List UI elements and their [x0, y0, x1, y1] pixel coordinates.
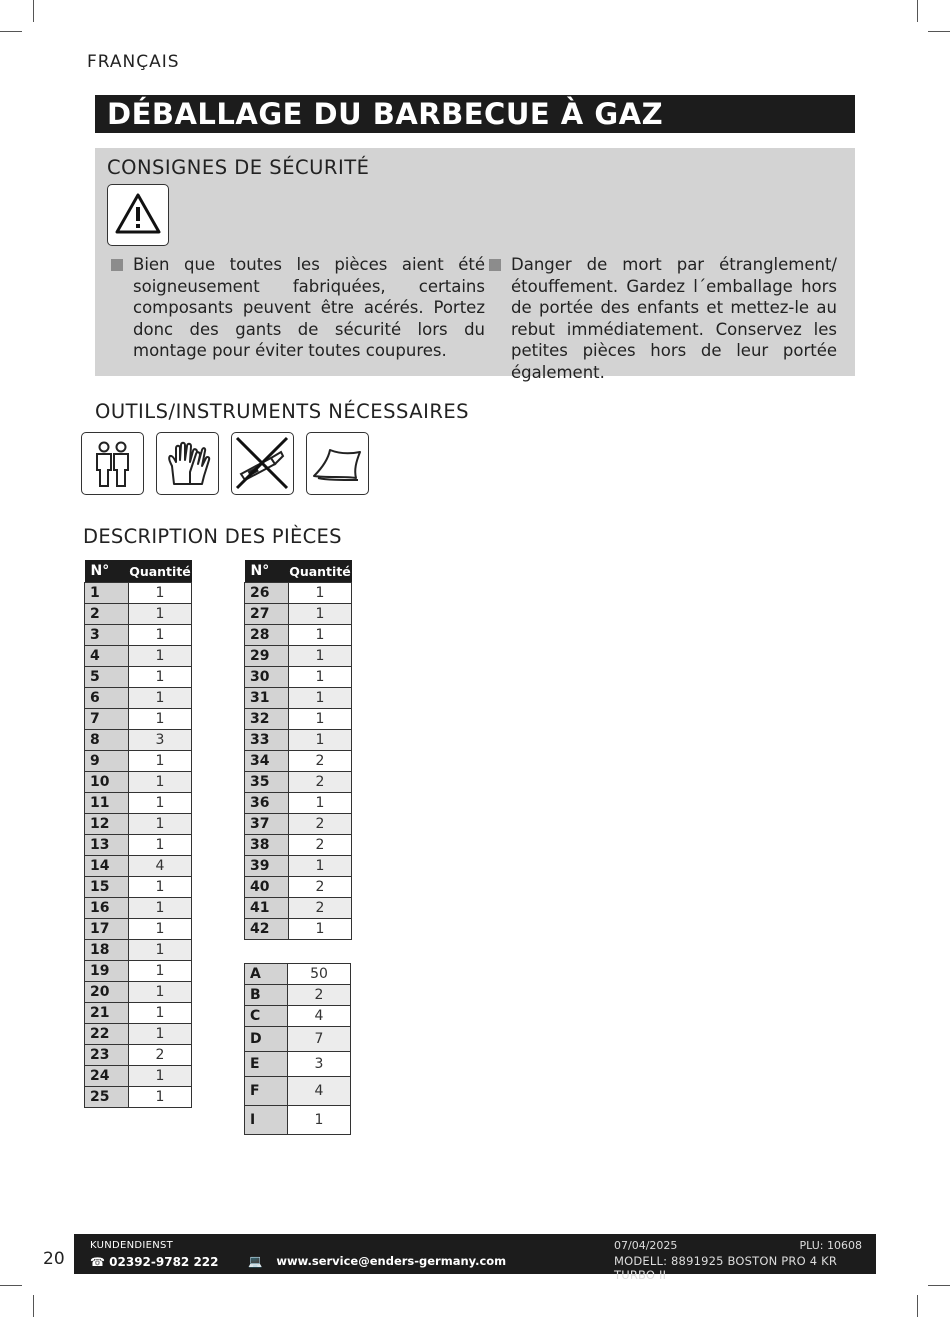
table-row — [85, 835, 192, 856]
table-row — [245, 814, 352, 835]
table-row — [85, 1024, 192, 1045]
table-row — [85, 898, 192, 919]
table-row — [245, 856, 352, 877]
part-number: D — [245, 1027, 288, 1052]
table-row — [245, 583, 352, 604]
crop-mark — [917, 0, 918, 22]
part-number: 5 — [85, 667, 129, 688]
part-number: 20 — [85, 982, 129, 1003]
plu-code: PLU: 10608 — [799, 1239, 862, 1252]
part-number: 36 — [245, 793, 289, 814]
part-number: 19 — [85, 961, 129, 982]
part-number: 11 — [85, 793, 129, 814]
part-number: 27 — [245, 604, 289, 625]
column-header-number: N° — [245, 560, 289, 583]
table-row — [245, 730, 352, 751]
table-row — [245, 604, 352, 625]
table-row — [85, 1003, 192, 1024]
language-label: FRANÇAIS — [87, 52, 180, 72]
part-number: 37 — [245, 814, 289, 835]
part-quantity: 1 — [129, 646, 192, 667]
part-quantity: 4 — [288, 1006, 351, 1027]
part-number: 14 — [85, 856, 129, 877]
part-number: 24 — [85, 1066, 129, 1087]
part-quantity: 1 — [129, 814, 192, 835]
part-number: 34 — [245, 751, 289, 772]
part-quantity: 2 — [289, 751, 352, 772]
part-number: 31 — [245, 688, 289, 709]
safety-bullet-text: Danger de mort par étranglement/ étouffement. Gardez l´emballage hors de portée des enfants et mettez-le au rebut immédiatement. Conservez les petites pièces hors de leur portée également. — [511, 255, 837, 382]
table-row — [245, 1077, 351, 1106]
safety-bullet — [133, 254, 485, 362]
phone-number — [90, 1255, 219, 1269]
column-header-quantity: Quantité — [289, 560, 352, 583]
table-row — [85, 793, 192, 814]
part-number: 38 — [245, 835, 289, 856]
part-quantity: 1 — [129, 688, 192, 709]
part-quantity: 1 — [288, 1106, 351, 1135]
table-row — [245, 667, 352, 688]
part-number: 22 — [85, 1024, 129, 1045]
table-row — [85, 667, 192, 688]
part-quantity: 1 — [129, 919, 192, 940]
phone-icon: ☎ — [90, 1255, 105, 1269]
page-number: 20 — [43, 1249, 65, 1269]
part-quantity: 1 — [129, 835, 192, 856]
part-number: 32 — [245, 709, 289, 730]
part-quantity: 4 — [129, 856, 192, 877]
page-title: DÉBALLAGE DU BARBECUE À GAZ — [107, 97, 664, 131]
part-number: 1 — [85, 583, 129, 604]
part-quantity: 1 — [289, 709, 352, 730]
part-quantity: 1 — [289, 856, 352, 877]
cloth-icon — [306, 432, 369, 495]
part-number: F — [245, 1077, 288, 1106]
table-row — [85, 919, 192, 940]
part-quantity: 2 — [289, 814, 352, 835]
part-number: 12 — [85, 814, 129, 835]
parts-table-1 — [84, 560, 192, 1108]
table-row — [245, 985, 351, 1006]
table-row — [245, 688, 352, 709]
part-quantity: 1 — [289, 646, 352, 667]
safety-title: CONSIGNES DE SÉCURITÉ — [107, 156, 370, 179]
table-row — [245, 1052, 351, 1077]
table-row — [85, 1045, 192, 1066]
part-quantity: 50 — [288, 964, 351, 985]
table-row — [245, 898, 352, 919]
crop-mark — [0, 1285, 22, 1286]
footer-bar — [74, 1234, 876, 1282]
website — [248, 1254, 506, 1268]
part-quantity: 2 — [289, 898, 352, 919]
parts-table-2 — [244, 560, 352, 940]
table-row — [85, 625, 192, 646]
table-row — [85, 646, 192, 667]
part-number: 29 — [245, 646, 289, 667]
part-number: 7 — [85, 709, 129, 730]
two-persons-icon — [81, 432, 144, 495]
part-number: 8 — [85, 730, 129, 751]
bullet-square-icon — [111, 259, 123, 271]
bullet-square-icon — [489, 259, 501, 271]
table-row — [85, 877, 192, 898]
table-row — [85, 856, 192, 877]
table-row — [245, 1027, 351, 1052]
table-row — [85, 961, 192, 982]
part-quantity: 1 — [129, 709, 192, 730]
part-number: 28 — [245, 625, 289, 646]
table-row — [85, 1066, 192, 1087]
part-quantity: 1 — [129, 1003, 192, 1024]
table-row — [245, 1106, 351, 1135]
tools-title: OUTILS/INSTRUMENTS NÉCESSAIRES — [95, 400, 470, 423]
part-number: A — [245, 964, 288, 985]
part-number: 42 — [245, 919, 289, 940]
part-quantity: 3 — [129, 730, 192, 751]
part-quantity: 7 — [288, 1027, 351, 1052]
parts-title: DESCRIPTION DES PIÈCES — [83, 525, 342, 548]
table-row — [245, 919, 352, 940]
table-row — [245, 964, 351, 985]
table-row — [85, 730, 192, 751]
part-number: 23 — [85, 1045, 129, 1066]
part-quantity: 1 — [129, 772, 192, 793]
part-number: I — [245, 1106, 288, 1135]
table-row — [85, 583, 192, 604]
part-number: 25 — [85, 1087, 129, 1108]
part-number: 15 — [85, 877, 129, 898]
table-row — [85, 709, 192, 730]
part-number: E — [245, 1052, 288, 1077]
part-number: 40 — [245, 877, 289, 898]
part-quantity: 2 — [289, 835, 352, 856]
crop-mark — [917, 1295, 918, 1317]
service-label: KUNDENDIENST — [90, 1240, 174, 1251]
part-number: 2 — [85, 604, 129, 625]
part-quantity: 1 — [289, 604, 352, 625]
table-row — [85, 814, 192, 835]
part-number: 33 — [245, 730, 289, 751]
table-row — [245, 772, 352, 793]
table-row — [245, 646, 352, 667]
table-row — [85, 688, 192, 709]
part-number: 39 — [245, 856, 289, 877]
part-number: 9 — [85, 751, 129, 772]
part-number: 26 — [245, 583, 289, 604]
title-bar — [95, 95, 855, 133]
date: 07/04/2025 — [614, 1239, 678, 1252]
table-row — [85, 604, 192, 625]
part-quantity: 1 — [129, 625, 192, 646]
table-row — [245, 877, 352, 898]
table-row — [85, 940, 192, 961]
part-quantity: 1 — [289, 688, 352, 709]
part-number: 21 — [85, 1003, 129, 1024]
crop-mark — [928, 1285, 950, 1286]
part-quantity: 2 — [289, 772, 352, 793]
gloves-icon — [156, 432, 219, 495]
part-number: 35 — [245, 772, 289, 793]
model-name: MODELL: 8891925 BOSTON PRO 4 KR TURBO II — [614, 1254, 838, 1282]
table-row — [245, 793, 352, 814]
part-quantity: 1 — [289, 919, 352, 940]
part-quantity: 1 — [129, 604, 192, 625]
part-number: C — [245, 1006, 288, 1027]
crop-mark — [33, 1295, 34, 1317]
table-row — [85, 772, 192, 793]
part-quantity: 1 — [129, 940, 192, 961]
part-number: 17 — [85, 919, 129, 940]
part-quantity: 1 — [129, 1087, 192, 1108]
part-quantity: 3 — [288, 1052, 351, 1077]
part-number: B — [245, 985, 288, 1006]
part-quantity: 4 — [288, 1077, 351, 1106]
part-number: 13 — [85, 835, 129, 856]
website-text: www.service@enders-germany.com — [276, 1254, 507, 1268]
safety-panel — [95, 148, 855, 382]
part-quantity: 1 — [129, 961, 192, 982]
part-number: 10 — [85, 772, 129, 793]
laptop-icon: 💻 — [248, 1254, 263, 1268]
part-number: 41 — [245, 898, 289, 919]
part-quantity: 1 — [289, 583, 352, 604]
table-row — [245, 709, 352, 730]
phone-text: 02392-9782 222 — [109, 1255, 219, 1269]
part-number: 4 — [85, 646, 129, 667]
part-quantity: 1 — [129, 667, 192, 688]
table-row — [245, 1006, 351, 1027]
part-quantity: 1 — [129, 1066, 192, 1087]
part-quantity: 1 — [289, 667, 352, 688]
safety-bullet-text: Bien que toutes les pièces aient été soigneusement fabriquées, certains composants peuvent être acérés. Portez donc des gants de sécurité lors du montage pour éviter toutes coupures. — [133, 255, 485, 360]
part-quantity: 1 — [289, 793, 352, 814]
parts-table-3 — [244, 963, 351, 1135]
part-number: 6 — [85, 688, 129, 709]
part-quantity: 1 — [289, 625, 352, 646]
part-quantity: 2 — [288, 985, 351, 1006]
table-row — [85, 982, 192, 1003]
table-row — [245, 625, 352, 646]
column-header-quantity: Quantité — [129, 560, 192, 583]
no-cutter-icon — [231, 432, 294, 495]
table-row — [245, 835, 352, 856]
part-quantity: 1 — [129, 982, 192, 1003]
part-number: 30 — [245, 667, 289, 688]
part-quantity: 1 — [129, 877, 192, 898]
part-quantity: 1 — [129, 793, 192, 814]
crop-mark — [928, 31, 950, 32]
part-quantity: 2 — [129, 1045, 192, 1066]
crop-mark — [33, 0, 34, 22]
part-number: 18 — [85, 940, 129, 961]
part-quantity: 2 — [289, 877, 352, 898]
part-quantity: 1 — [129, 1024, 192, 1045]
part-quantity: 1 — [129, 583, 192, 604]
part-quantity: 1 — [129, 751, 192, 772]
column-header-number: N° — [85, 560, 129, 583]
warning-triangle-icon — [107, 184, 169, 246]
part-quantity: 1 — [129, 898, 192, 919]
table-row — [85, 751, 192, 772]
part-quantity: 1 — [289, 730, 352, 751]
part-number: 3 — [85, 625, 129, 646]
crop-mark — [0, 31, 22, 32]
table-row — [85, 1087, 192, 1108]
table-row — [245, 751, 352, 772]
safety-bullet — [511, 254, 837, 383]
part-number: 16 — [85, 898, 129, 919]
